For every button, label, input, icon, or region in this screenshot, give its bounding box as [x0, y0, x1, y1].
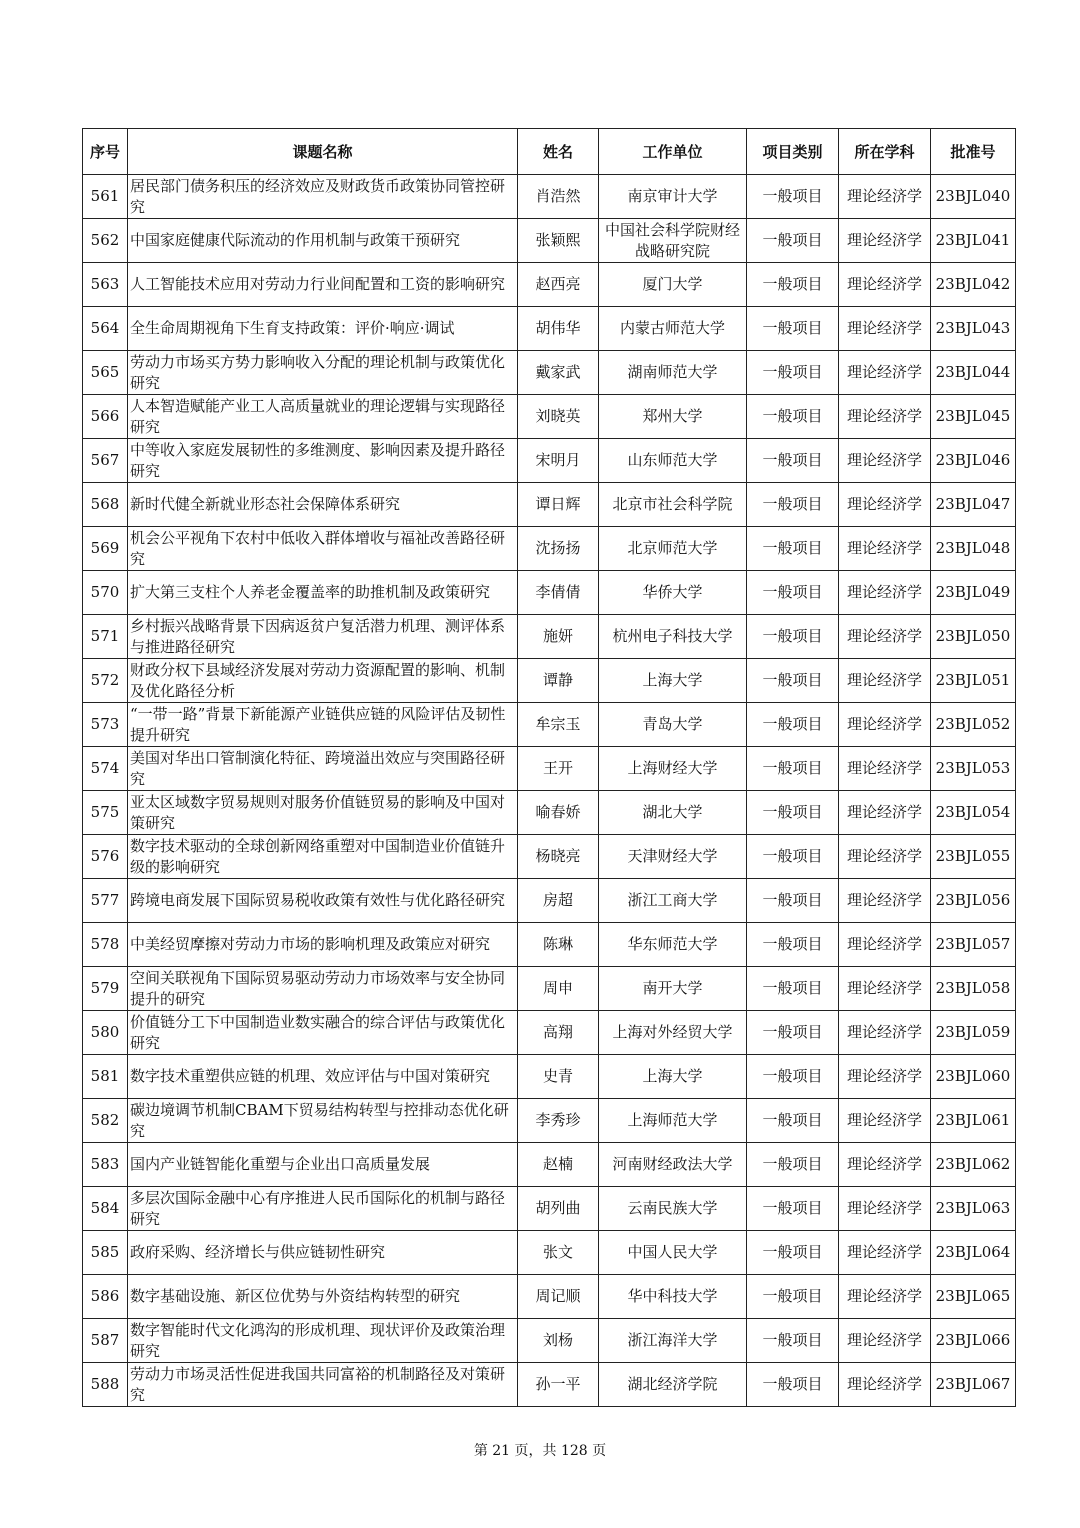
row-index: 586	[83, 1275, 128, 1319]
researcher-name: 张文	[518, 1231, 599, 1275]
table-row	[83, 483, 1016, 527]
discipline: 理论经济学	[839, 659, 931, 703]
row-index: 587	[83, 1319, 128, 1363]
discipline: 理论经济学	[839, 1187, 931, 1231]
project-title: 人工智能技术应用对劳动力行业间配置和工资的影响研究	[128, 263, 518, 307]
discipline: 理论经济学	[839, 307, 931, 351]
project-category: 一般项目	[747, 439, 839, 483]
approval-number: 23BJL043	[931, 307, 1016, 351]
row-index: 567	[83, 439, 128, 483]
table-row	[83, 1187, 1016, 1231]
researcher-name: 张颖熙	[518, 219, 599, 263]
header-index: 序号	[83, 129, 128, 175]
approval-number: 23BJL062	[931, 1143, 1016, 1187]
project-category: 一般项目	[747, 879, 839, 923]
project-title: 价值链分工下中国制造业数实融合的综合评估与政策优化研究	[128, 1011, 518, 1055]
row-index: 583	[83, 1143, 128, 1187]
project-title: 新时代健全新就业形态社会保障体系研究	[128, 483, 518, 527]
discipline: 理论经济学	[839, 615, 931, 659]
project-title: 政府采购、经济增长与供应链韧性研究	[128, 1231, 518, 1275]
row-index: 570	[83, 571, 128, 615]
approval-number: 23BJL042	[931, 263, 1016, 307]
discipline: 理论经济学	[839, 351, 931, 395]
project-title: 财政分权下县域经济发展对劳动力资源配置的影响、机制及优化路径分析	[128, 659, 518, 703]
project-title: 劳动力市场买方势力影响收入分配的理论机制与政策优化研究	[128, 351, 518, 395]
table-row	[83, 1011, 1016, 1055]
table-row	[83, 659, 1016, 703]
researcher-name: 房超	[518, 879, 599, 923]
discipline: 理论经济学	[839, 219, 931, 263]
researcher-name: 刘杨	[518, 1319, 599, 1363]
approval-number: 23BJL060	[931, 1055, 1016, 1099]
project-category: 一般项目	[747, 263, 839, 307]
work-unit: 南开大学	[599, 967, 747, 1011]
discipline: 理论经济学	[839, 967, 931, 1011]
project-title: 劳动力市场灵活性促进我国共同富裕的机制路径及对策研究	[128, 1363, 518, 1407]
project-title: 中等收入家庭发展韧性的多维测度、影响因素及提升路径研究	[128, 439, 518, 483]
table-row	[83, 967, 1016, 1011]
approval-number: 23BJL040	[931, 175, 1016, 219]
work-unit: 北京师范大学	[599, 527, 747, 571]
project-category: 一般项目	[747, 747, 839, 791]
table-row	[83, 1055, 1016, 1099]
project-title: 数字技术重塑供应链的机理、效应评估与中国对策研究	[128, 1055, 518, 1099]
discipline: 理论经济学	[839, 483, 931, 527]
researcher-name: 李秀珍	[518, 1099, 599, 1143]
approval-number: 23BJL061	[931, 1099, 1016, 1143]
approval-number: 23BJL045	[931, 395, 1016, 439]
approval-number: 23BJL056	[931, 879, 1016, 923]
work-unit: 湖北大学	[599, 791, 747, 835]
work-unit: 河南财经政法大学	[599, 1143, 747, 1187]
work-unit: 浙江工商大学	[599, 879, 747, 923]
work-unit: 厦门大学	[599, 263, 747, 307]
researcher-name: 周申	[518, 967, 599, 1011]
project-title: 跨境电商发展下国际贸易税收政策有效性与优化路径研究	[128, 879, 518, 923]
table-row	[83, 703, 1016, 747]
table-row	[83, 175, 1016, 219]
researcher-name: 李倩倩	[518, 571, 599, 615]
project-title: 人本智造赋能产业工人高质量就业的理论逻辑与实现路径研究	[128, 395, 518, 439]
work-unit: 内蒙古师范大学	[599, 307, 747, 351]
row-index: 562	[83, 219, 128, 263]
work-unit: 中国人民大学	[599, 1231, 747, 1275]
project-title: 亚太区域数字贸易规则对服务价值链贸易的影响及中国对策研究	[128, 791, 518, 835]
header-category: 项目类别	[747, 129, 839, 175]
project-category: 一般项目	[747, 483, 839, 527]
approval-number: 23BJL055	[931, 835, 1016, 879]
researcher-name: 牟宗玉	[518, 703, 599, 747]
discipline: 理论经济学	[839, 747, 931, 791]
header-discipline: 所在学科	[839, 129, 931, 175]
researcher-name: 周记顺	[518, 1275, 599, 1319]
table-row	[83, 307, 1016, 351]
table-row	[83, 1099, 1016, 1143]
discipline: 理论经济学	[839, 571, 931, 615]
row-index: 566	[83, 395, 128, 439]
table-row	[83, 835, 1016, 879]
work-unit: 南京审计大学	[599, 175, 747, 219]
approval-number: 23BJL051	[931, 659, 1016, 703]
project-category: 一般项目	[747, 1099, 839, 1143]
table-row	[83, 615, 1016, 659]
approval-number: 23BJL052	[931, 703, 1016, 747]
work-unit: 上海大学	[599, 1055, 747, 1099]
researcher-name: 喻春娇	[518, 791, 599, 835]
table-row	[83, 879, 1016, 923]
project-category: 一般项目	[747, 395, 839, 439]
project-category: 一般项目	[747, 527, 839, 571]
researcher-name: 沈扬扬	[518, 527, 599, 571]
project-category: 一般项目	[747, 1055, 839, 1099]
project-title: 全生命周期视角下生育支持政策：评价·响应·调试	[128, 307, 518, 351]
project-title: 美国对华出口管制演化特征、跨境溢出效应与突围路径研究	[128, 747, 518, 791]
work-unit: 华东师范大学	[599, 923, 747, 967]
researcher-name: 胡列曲	[518, 1187, 599, 1231]
project-category: 一般项目	[747, 659, 839, 703]
row-index: 580	[83, 1011, 128, 1055]
discipline: 理论经济学	[839, 703, 931, 747]
work-unit: 郑州大学	[599, 395, 747, 439]
researcher-name: 杨晓亮	[518, 835, 599, 879]
row-index: 574	[83, 747, 128, 791]
discipline: 理论经济学	[839, 835, 931, 879]
table-row	[83, 1319, 1016, 1363]
table-row	[83, 527, 1016, 571]
discipline: 理论经济学	[839, 1363, 931, 1407]
work-unit: 上海师范大学	[599, 1099, 747, 1143]
approval-number: 23BJL041	[931, 219, 1016, 263]
discipline: 理论经济学	[839, 791, 931, 835]
header-name: 姓名	[518, 129, 599, 175]
work-unit: 上海大学	[599, 659, 747, 703]
project-title: 国内产业链智能化重塑与企业出口高质量发展	[128, 1143, 518, 1187]
project-title: 数字基础设施、新区位优势与外资结构转型的研究	[128, 1275, 518, 1319]
work-unit: 上海财经大学	[599, 747, 747, 791]
work-unit: 云南民族大学	[599, 1187, 747, 1231]
row-index: 563	[83, 263, 128, 307]
approval-number: 23BJL063	[931, 1187, 1016, 1231]
approval-number: 23BJL057	[931, 923, 1016, 967]
row-index: 577	[83, 879, 128, 923]
project-title: 数字智能时代文化鸿沟的形成机理、现状评价及政策治理研究	[128, 1319, 518, 1363]
table-row	[83, 1143, 1016, 1187]
project-category: 一般项目	[747, 571, 839, 615]
approval-number: 23BJL047	[931, 483, 1016, 527]
project-title: 扩大第三支柱个人养老金覆盖率的助推机制及政策研究	[128, 571, 518, 615]
work-unit: 杭州电子科技大学	[599, 615, 747, 659]
approval-number: 23BJL049	[931, 571, 1016, 615]
project-title: 空间关联视角下国际贸易驱动劳动力市场效率与安全协同提升的研究	[128, 967, 518, 1011]
project-title: 乡村振兴战略背景下因病返贫户复活潜力机理、测评体系与推进路径研究	[128, 615, 518, 659]
discipline: 理论经济学	[839, 1055, 931, 1099]
discipline: 理论经济学	[839, 923, 931, 967]
table-header-row	[83, 129, 1016, 175]
header-unit: 工作单位	[599, 129, 747, 175]
researcher-name: 谭静	[518, 659, 599, 703]
table-row	[83, 395, 1016, 439]
discipline: 理论经济学	[839, 1275, 931, 1319]
work-unit: 华中科技大学	[599, 1275, 747, 1319]
project-category: 一般项目	[747, 835, 839, 879]
project-title: 中国家庭健康代际流动的作用机制与政策干预研究	[128, 219, 518, 263]
project-title: 中美经贸摩擦对劳动力市场的影响机理及政策应对研究	[128, 923, 518, 967]
researcher-name: 孙一平	[518, 1363, 599, 1407]
table-row	[83, 1363, 1016, 1407]
table-row	[83, 351, 1016, 395]
project-title: 多层次国际金融中心有序推进人民币国际化的机制与路径研究	[128, 1187, 518, 1231]
work-unit: 湖南师范大学	[599, 351, 747, 395]
row-index: 572	[83, 659, 128, 703]
row-index: 573	[83, 703, 128, 747]
project-title: 碳边境调节机制CBAM下贸易结构转型与控排动态优化研究	[128, 1099, 518, 1143]
table-row	[83, 439, 1016, 483]
researcher-name: 王开	[518, 747, 599, 791]
table-body	[83, 175, 1016, 1407]
project-category: 一般项目	[747, 1275, 839, 1319]
researcher-name: 肖浩然	[518, 175, 599, 219]
approval-number: 23BJL050	[931, 615, 1016, 659]
header-approval-no: 批准号	[931, 129, 1016, 175]
project-category: 一般项目	[747, 791, 839, 835]
row-index: 561	[83, 175, 128, 219]
approval-number: 23BJL067	[931, 1363, 1016, 1407]
project-category: 一般项目	[747, 175, 839, 219]
approval-number: 23BJL065	[931, 1275, 1016, 1319]
work-unit: 北京市社会科学院	[599, 483, 747, 527]
row-index: 565	[83, 351, 128, 395]
project-category: 一般项目	[747, 219, 839, 263]
header-title: 课题名称	[128, 129, 518, 175]
table-row	[83, 263, 1016, 307]
researcher-name: 谭日辉	[518, 483, 599, 527]
project-category: 一般项目	[747, 1363, 839, 1407]
researcher-name: 赵楠	[518, 1143, 599, 1187]
discipline: 理论经济学	[839, 263, 931, 307]
project-category: 一般项目	[747, 703, 839, 747]
project-category: 一般项目	[747, 967, 839, 1011]
discipline: 理论经济学	[839, 879, 931, 923]
project-table	[82, 128, 1016, 1407]
project-category: 一般项目	[747, 307, 839, 351]
row-index: 564	[83, 307, 128, 351]
researcher-name: 宋明月	[518, 439, 599, 483]
row-index: 571	[83, 615, 128, 659]
project-category: 一般项目	[747, 923, 839, 967]
researcher-name: 高翔	[518, 1011, 599, 1055]
work-unit: 青岛大学	[599, 703, 747, 747]
discipline: 理论经济学	[839, 395, 931, 439]
table-row	[83, 1275, 1016, 1319]
table-row	[83, 791, 1016, 835]
discipline: 理论经济学	[839, 175, 931, 219]
project-title: 数字技术驱动的全球创新网络重塑对中国制造业价值链升级的影响研究	[128, 835, 518, 879]
work-unit: 湖北经济学院	[599, 1363, 747, 1407]
row-index: 581	[83, 1055, 128, 1099]
row-index: 579	[83, 967, 128, 1011]
discipline: 理论经济学	[839, 1319, 931, 1363]
project-title: “一带一路”背景下新能源产业链供应链的风险评估及韧性提升研究	[128, 703, 518, 747]
approval-number: 23BJL066	[931, 1319, 1016, 1363]
approval-number: 23BJL044	[931, 351, 1016, 395]
row-index: 568	[83, 483, 128, 527]
project-title: 居民部门债务积压的经济效应及财政货币政策协同管控研究	[128, 175, 518, 219]
discipline: 理论经济学	[839, 1099, 931, 1143]
project-category: 一般项目	[747, 351, 839, 395]
work-unit: 上海对外经贸大学	[599, 1011, 747, 1055]
project-title: 机会公平视角下农村中低收入群体增收与福祉改善路径研究	[128, 527, 518, 571]
project-category: 一般项目	[747, 1011, 839, 1055]
approval-number: 23BJL054	[931, 791, 1016, 835]
discipline: 理论经济学	[839, 1143, 931, 1187]
approval-number: 23BJL046	[931, 439, 1016, 483]
table-row	[83, 747, 1016, 791]
discipline: 理论经济学	[839, 439, 931, 483]
work-unit: 浙江海洋大学	[599, 1319, 747, 1363]
discipline: 理论经济学	[839, 1011, 931, 1055]
page-footer: 第 21 页，共 128 页	[473, 1443, 607, 1459]
row-index: 582	[83, 1099, 128, 1143]
approval-number: 23BJL053	[931, 747, 1016, 791]
approval-number: 23BJL048	[931, 527, 1016, 571]
work-unit: 天津财经大学	[599, 835, 747, 879]
researcher-name: 史青	[518, 1055, 599, 1099]
researcher-name: 陈琳	[518, 923, 599, 967]
row-index: 569	[83, 527, 128, 571]
row-index: 576	[83, 835, 128, 879]
researcher-name: 胡伟华	[518, 307, 599, 351]
approval-number: 23BJL064	[931, 1231, 1016, 1275]
work-unit: 中国社会科学院财经战略研究院	[599, 219, 747, 263]
row-index: 585	[83, 1231, 128, 1275]
work-unit: 华侨大学	[599, 571, 747, 615]
project-category: 一般项目	[747, 1231, 839, 1275]
row-index: 588	[83, 1363, 128, 1407]
discipline: 理论经济学	[839, 1231, 931, 1275]
researcher-name: 戴家武	[518, 351, 599, 395]
project-category: 一般项目	[747, 1187, 839, 1231]
row-index: 578	[83, 923, 128, 967]
researcher-name: 刘晓英	[518, 395, 599, 439]
project-category: 一般项目	[747, 1143, 839, 1187]
table-row	[83, 219, 1016, 263]
row-index: 575	[83, 791, 128, 835]
discipline: 理论经济学	[839, 527, 931, 571]
work-unit: 山东师范大学	[599, 439, 747, 483]
table-row	[83, 1231, 1016, 1275]
table-row	[83, 923, 1016, 967]
approval-number: 23BJL058	[931, 967, 1016, 1011]
table-row	[83, 571, 1016, 615]
row-index: 584	[83, 1187, 128, 1231]
project-category: 一般项目	[747, 615, 839, 659]
approval-number: 23BJL059	[931, 1011, 1016, 1055]
project-category: 一般项目	[747, 1319, 839, 1363]
researcher-name: 赵西亮	[518, 263, 599, 307]
researcher-name: 施妍	[518, 615, 599, 659]
